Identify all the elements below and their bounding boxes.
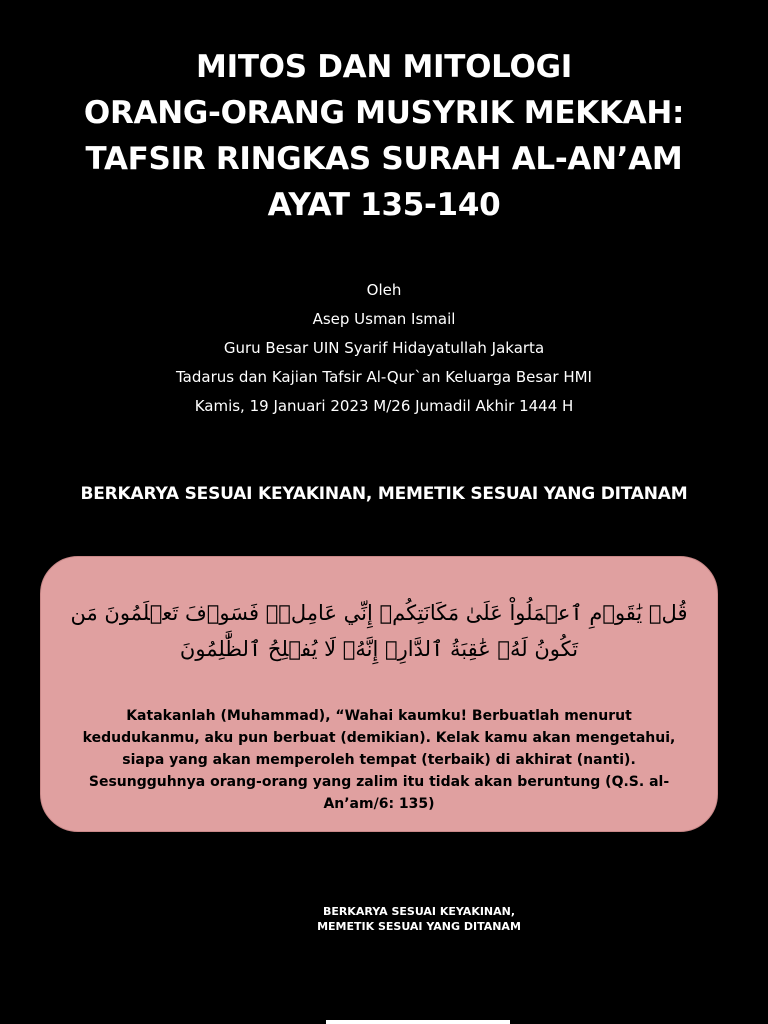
document-title xyxy=(0,44,768,228)
title-line-3: TAFSIR RINGKAS SURAH AL-AN’AM xyxy=(85,141,683,177)
footer-line-1: BERKARYA SESUAI KEYAKINAN, xyxy=(322,905,516,918)
title-line-4: AYAT 135-140 xyxy=(267,187,501,223)
verse-translation: Katakanlah (Muhammad), “Wahai kaumku! Berbuatlah menurut kedudukanmu, aku pun berbuat (demikian). Kelak kamu akan mengetahui, siapa yang akan memperoleh tempat (terbaik) di akhirat (nanti). Sesungguhnya orang-orang yang zalim itu tidak akan beruntung (Q.S. al-An’am/6: 135) xyxy=(82,708,676,812)
author-affiliation: Guru Besar UIN Syarif Hidayatullah Jakarta xyxy=(223,339,545,357)
author-name: Asep Usman Ismail xyxy=(312,310,456,328)
title-line-2: ORANG-ORANG MUSYRIK MEKKAH: xyxy=(83,95,685,131)
title-line-1: MITOS DAN MITOLOGI xyxy=(196,49,572,85)
event-date: Kamis, 19 Januari 2023 M/26 Jumadil Akhir 1444 H xyxy=(194,397,574,415)
footer-line-2: MEMETIK SESUAI YANG DITANAM xyxy=(317,920,521,933)
arabic-verse: قُلۡ يَٰقَوۡمِ ٱعۡمَلُواْ عَلَىٰ مَكَانَتِكُمۡ إِنِّي عَامِلٞۖ فَسَوۡفَ تَعۡلَمُونَ مَن تَكُونُ لَهُۥ عَٰقِبَةُ ٱلدَّارِۚ إِنَّهُۥ لَا يُفۡلِحُ ٱلظَّٰلِمُونَ xyxy=(70,601,688,661)
bottom-divider xyxy=(326,1020,510,1024)
verse-box xyxy=(40,556,718,832)
event-name: Tadarus dan Kajian Tafsir Al-Qur`an Keluarga Besar HMI xyxy=(176,368,592,386)
byline-by: Oleh xyxy=(366,281,402,299)
section-heading: BERKARYA SESUAI KEYAKINAN, MEMETIK SESUAI YANG DITANAM xyxy=(80,484,688,504)
author-byline xyxy=(0,276,768,421)
footer-note xyxy=(0,904,768,934)
